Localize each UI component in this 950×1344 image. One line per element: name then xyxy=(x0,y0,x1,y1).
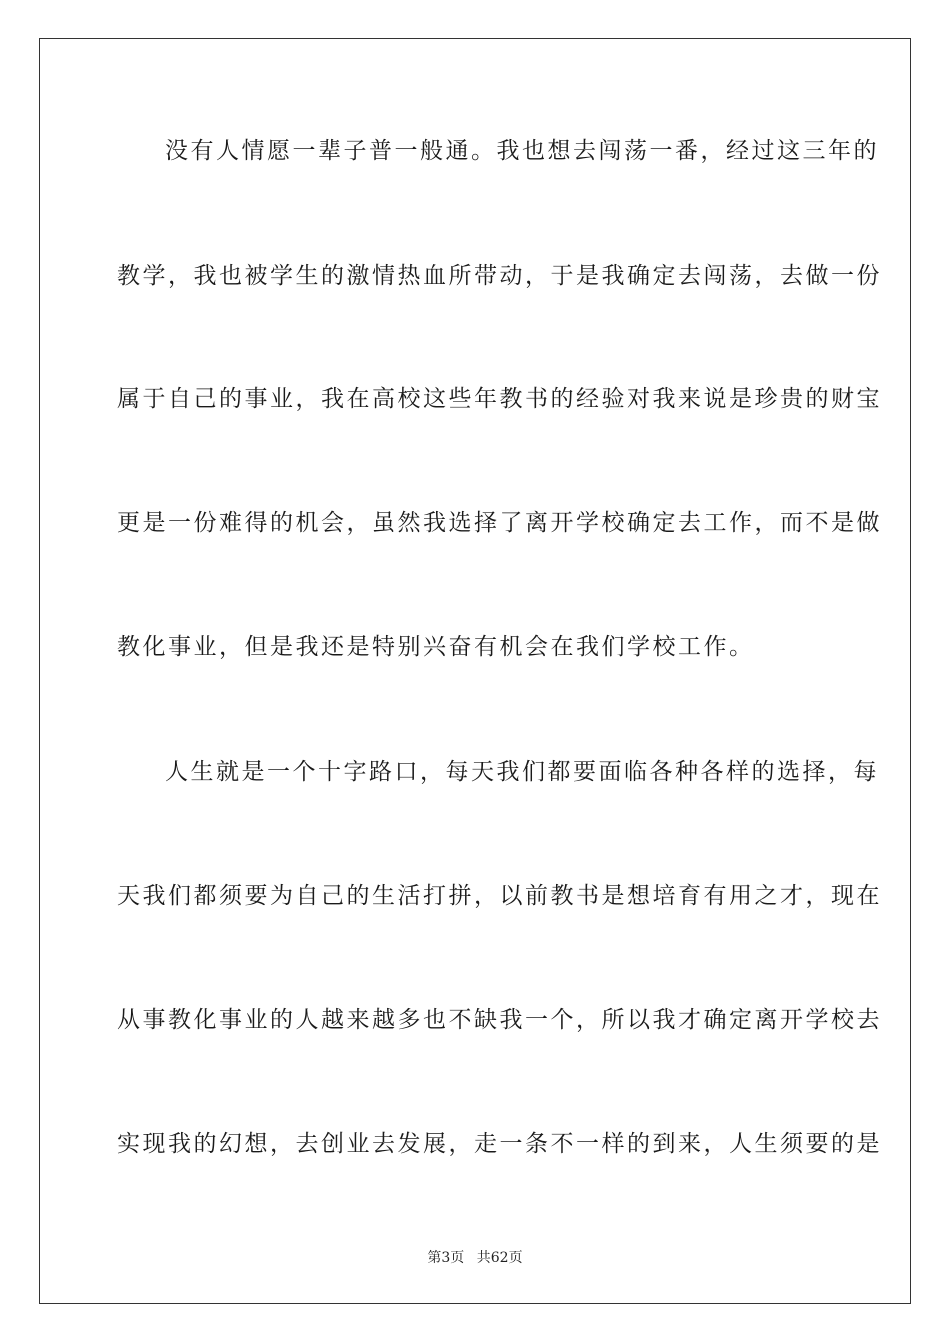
paragraph-line: 属于自己的事业，我在高校这些年教书的经验对我来说是珍贵的财宝 xyxy=(117,386,882,412)
paragraph-line: 天我们都须要为自己的生活打拼，以前教书是想培育有用之才，现在 xyxy=(117,883,882,909)
paragraph-line: 更是一份难得的机会，虽然我选择了离开学校确定去工作，而不是做 xyxy=(117,510,882,536)
paragraph-line: 从事教化事业的人越来越多也不缺我一个，所以我才确定离开学校去 xyxy=(117,1007,882,1033)
page-number: 第3页 xyxy=(427,1250,465,1266)
paragraph-line: 实现我的幻想，去创业去发展，走一条不一样的到来，人生须要的是 xyxy=(117,1131,882,1157)
page-border xyxy=(39,38,911,1304)
paragraph-line: 教化事业，但是我还是特别兴奋有机会在我们学校工作。 xyxy=(117,634,755,660)
page-total: 共62页 xyxy=(476,1250,523,1266)
paragraph-line: 人生就是一个十字路口，每天我们都要面临各种各样的选择，每 xyxy=(165,759,879,785)
paragraph-line: 没有人情愿一辈子普一般通。我也想去闯荡一番，经过这三年的 xyxy=(165,138,879,164)
paragraph-line: 教学，我也被学生的激情热血所带动，于是我确定去闯荡，去做一份 xyxy=(117,263,882,289)
page-footer xyxy=(0,1247,950,1267)
